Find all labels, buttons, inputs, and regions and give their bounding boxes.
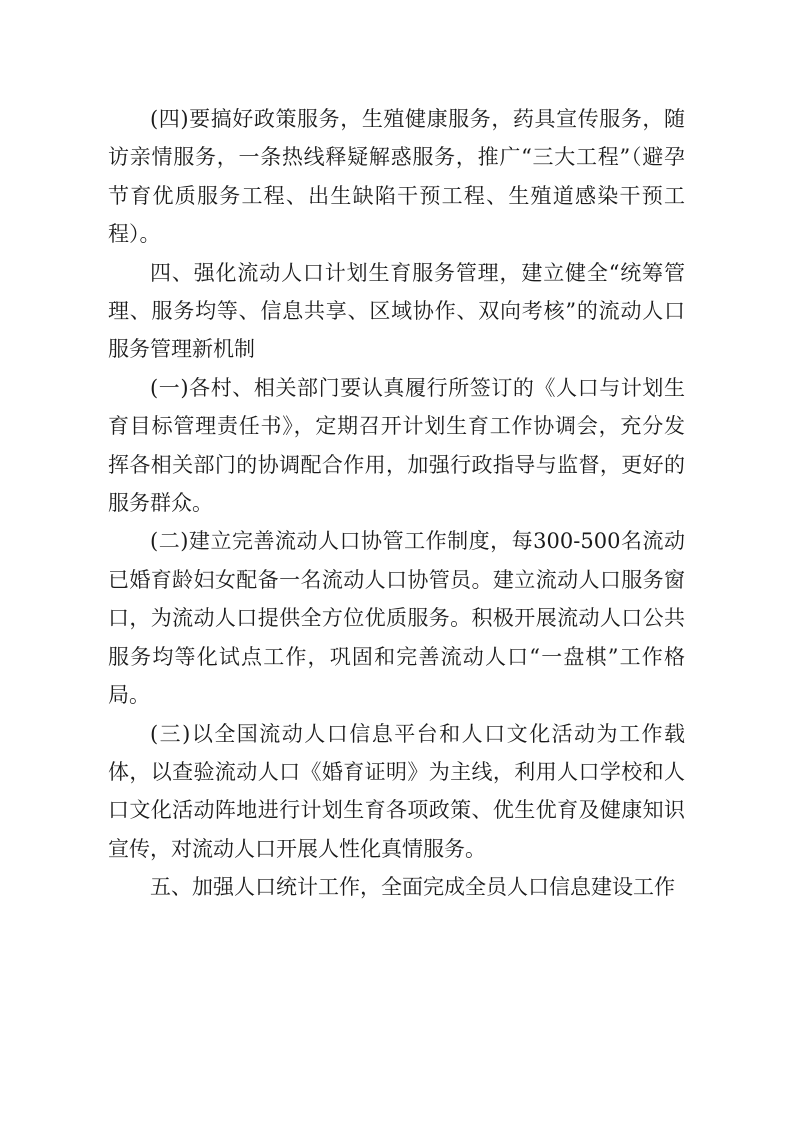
paragraph-responsibility-agreement: (一)各村、相关部门要认真履行所签订的《人口与计划生育目标管理责任书》，定期召开计划生育工作协调会，充分发挥各相关部门的协调配合作用，加强行政指导与监督，更好的服务群众。: [108, 375, 685, 516]
document-body: [108, 100, 685, 907]
paragraph-policy-services: (四)要搞好政策服务，生殖健康服务，药具宣传服务，随访亲情服务，一条热线释疑解惑服务，推广“三大工程”（避孕节育优质服务工程、出生缺陷干预工程、生殖道感染干预工程）。: [108, 107, 685, 247]
heading-section-five: 五、加强人口统计工作，全面完成全员人口信息建设工作: [150, 875, 675, 900]
heading-section-four: 四、强化流动人口计划生育服务管理，建立健全“统筹管理、服务均等、信息共享、区域协作、双向考核”的流动人口服务管理新机制: [108, 260, 685, 362]
paragraph-information-platform: (三)以全国流动人口信息平台和人口文化活动为工作载体，以查验流动人口《婚育证明》为主线，利用人口学校和人口文化活动阵地进行计划生育各项政策、优生优育及健康知识宣传，对流动人口开展人性化真情服务。: [108, 721, 685, 861]
paragraph-coordinator-system: (二)建立完善流动人口协管工作制度，每300-500名流动已婚育龄妇女配备一名流动人口协管员。建立流动人口服务窗口，为流动人口提供全方位优质服务。积极开展流动人口公共服务均等化试点工作，巩固和完善流动人口“一盘棋”工作格局。: [108, 529, 685, 708]
